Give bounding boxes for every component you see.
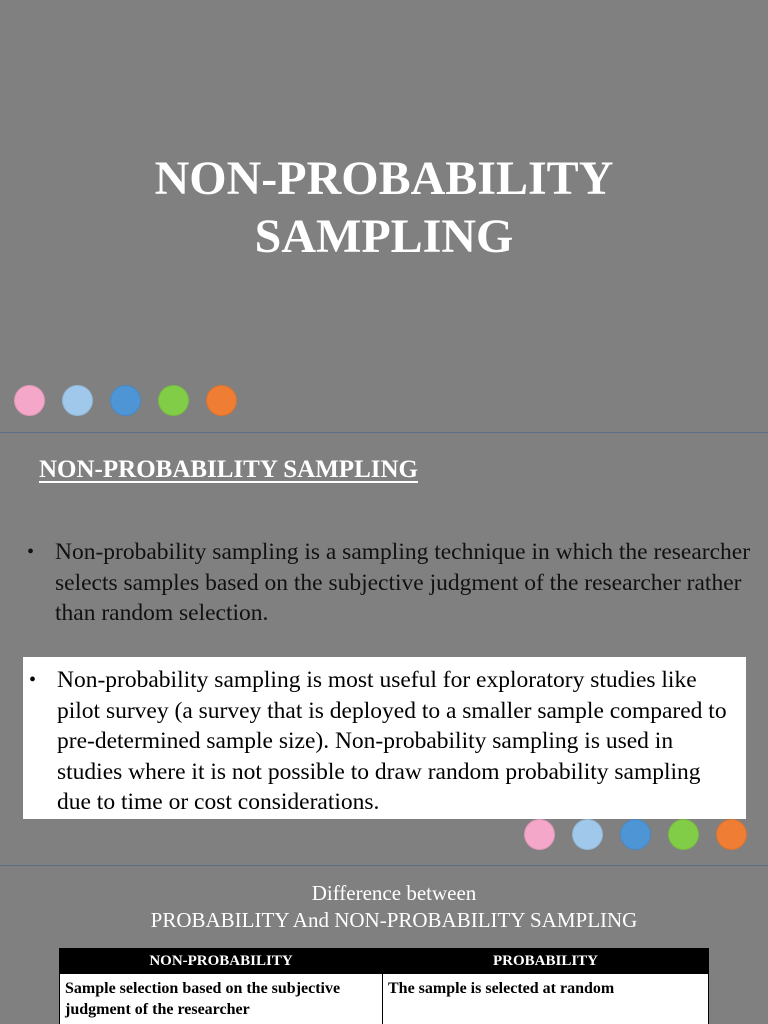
table-cell: Sample selection based on the subjective judgment of the researcher — [60, 974, 383, 1024]
decorative-dots — [524, 819, 747, 850]
decorative-dots — [14, 385, 237, 416]
dot-light-blue — [62, 385, 93, 416]
bullet-mark: • — [27, 541, 35, 563]
dot-orange — [716, 819, 747, 850]
header-non-probability: NON-PROBABILITY — [60, 949, 383, 974]
bullet-point-usage — [29, 665, 737, 818]
comparison-slide — [0, 866, 768, 1024]
dot-blue — [620, 819, 651, 850]
dot-green — [158, 385, 189, 416]
caption-line-2: PROBABILITY And NON-PROBABILITY SAMPLING — [150, 908, 638, 932]
slide-title-line-1: NON-PROBABILITY — [154, 152, 614, 205]
section-heading: NON-PROBABILITY SAMPLING — [39, 456, 418, 483]
content-slide — [0, 433, 768, 865]
bullet-text: Non-probability sampling is most useful for exploratory studies like pilot survey (a survey that is deployed to a smaller sample compared to pre-determined sample size). Non-probability sampling is used in studies where it is not possible to draw random probability sampling due to time or cost considerations. — [57, 667, 727, 815]
dot-green — [668, 819, 699, 850]
bullet-mark: • — [29, 669, 37, 691]
bullet-point-definition — [27, 537, 755, 629]
comparison-caption — [0, 880, 768, 934]
header-probability: PROBABILITY — [383, 949, 709, 974]
table-row — [60, 974, 709, 1024]
table-cell: The sample is selected at random — [383, 974, 709, 1024]
dot-pink — [14, 385, 45, 416]
dot-pink — [524, 819, 555, 850]
table-header-row — [60, 949, 709, 974]
dot-light-blue — [572, 819, 603, 850]
dot-blue — [110, 385, 141, 416]
slide-title-line-2: SAMPLING — [254, 210, 514, 263]
comparison-table — [59, 948, 709, 1024]
bullet-text: Non-probability sampling is a sampling technique in which the researcher selects samples based on the subjective judgment of the researcher rather than random selection. — [55, 539, 751, 626]
caption-line-1: Difference between — [311, 881, 477, 905]
title-slide — [0, 0, 768, 432]
slide-title — [0, 150, 768, 266]
dot-orange — [206, 385, 237, 416]
